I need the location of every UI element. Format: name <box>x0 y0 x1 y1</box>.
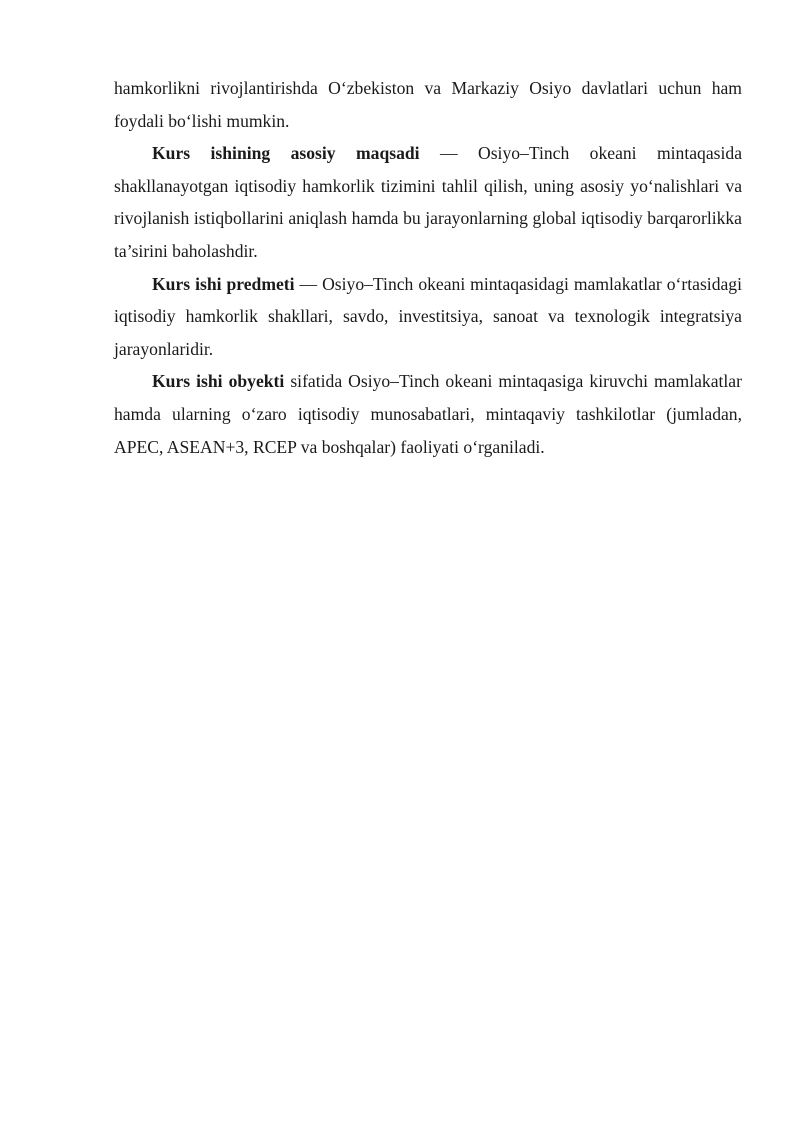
paragraph-goal-term: Kurs ishining asosiy maqsadi <box>152 143 420 164</box>
paragraph-goal <box>114 137 742 267</box>
paragraph-continuation-text: hamkorlikni rivojlantirishda O‘zbekiston va Markaziy Osiyo davlatlari uchun ham foydali bo‘lishi mumkin. <box>114 78 742 131</box>
paragraph-subject <box>114 268 742 366</box>
paragraph-subject-term: Kurs ishi predmeti <box>152 273 295 294</box>
paragraph-goal-text: — Osiyo–Tinch okeani mintaqasida shakllanayotgan iqtisodiy hamkorlik tizimini tahlil qilish, uning asosiy yo‘nalishlari va rivojlanish istiqbollarini aniqlash hamda bu jarayonlarning global iqtisodiy barqarorlikka ta’sirini baholashdir. <box>114 143 742 261</box>
paragraph-object-term: Kurs ishi obyekti <box>152 371 285 392</box>
paragraph-continuation <box>114 72 742 137</box>
paragraph-object-text: sifatida Osiyo–Tinch okeani mintaqasiga kiruvchi mamlakatlar hamda ularning o‘zaro iqtisodiy munosabatlari, mintaqaviy tashkilotlar (jumladan, APEC, ASEAN+3, RCEP va boshqalar) faoliyati o‘rganiladi. <box>114 371 742 457</box>
paragraph-subject-text: — Osiyo–Tinch okeani mintaqasidagi mamlakatlar o‘rtasidagi iqtisodiy hamkorlik shakllari, savdo, investitsiya, sanoat va texnologik integratsiya jarayonlaridir. <box>114 273 742 359</box>
paragraph-object <box>114 365 742 463</box>
document-body <box>114 72 742 463</box>
